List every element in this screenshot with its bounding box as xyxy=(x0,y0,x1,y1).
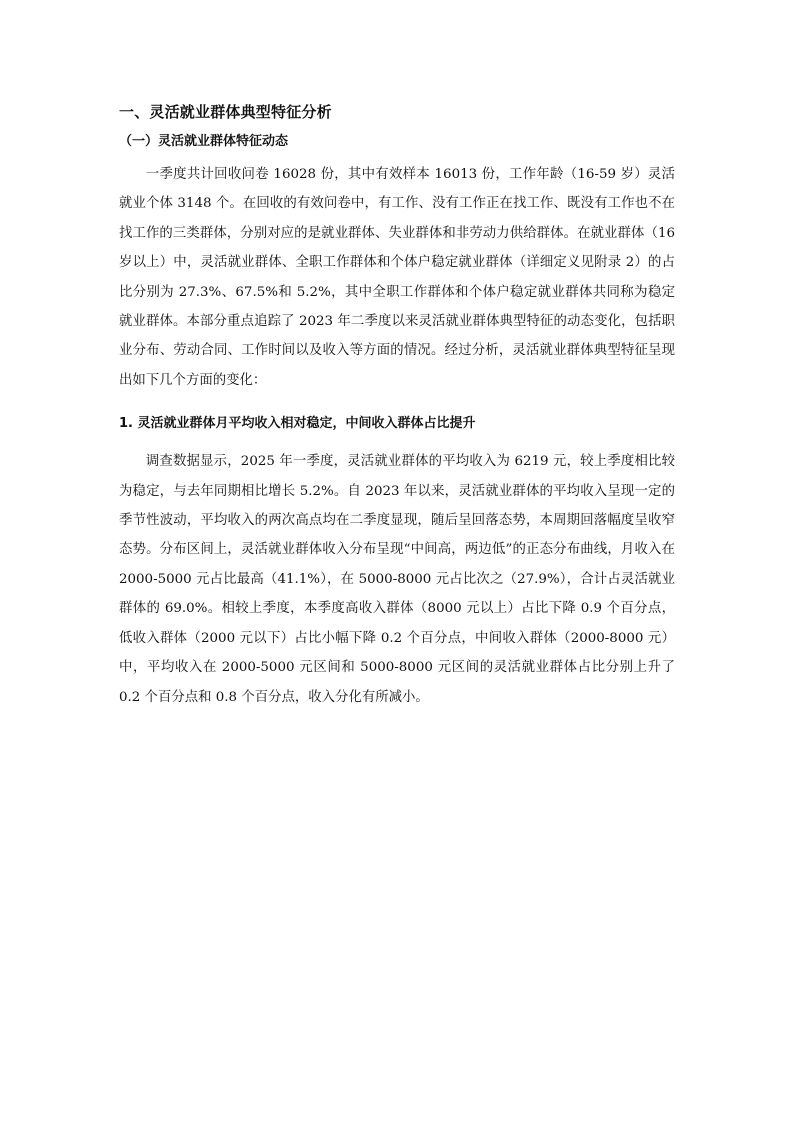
section-title: 一、灵活就业群体典型特征分析 xyxy=(119,103,332,121)
point-title: 1. 灵活就业群体月平均收入相对稳定，中间收入群体占比提升 xyxy=(119,416,476,432)
subsection-title: （一）灵活就业群体特征动态 xyxy=(119,134,289,149)
income-paragraph: 调查数据显示，2025 年一季度，灵活就业群体的平均收入为 6219 元，较上季度相比较为稳定，与去年同期相比增长 5.2%。自 2023 年以来，灵活就业群体的平均收入呈现一定的季节性波动，平均收入的两次高点均在二季度显现，随后呈回落态势，本周期回落幅度呈收窄态势。分布区间上，灵活就业群体收入分布呈现“中间高，两边低”的正态分布曲线，月收入在 2000-5000 元占比最高（41.1%），在 5000-8000 元占比次之（27.9%），合计占灵活就业群体的 69.0%。相较上季度，本季度高收入群体（8000 元以上）占比下降 0.9 个百分点，低收入群体（2000 元以下）占比小幅下降 0.2 个百分点，中间收入群体（2000-8000 元）中，平均收入在 2000-5000 元区间和 5000-8000 元区间的灵活就业群体占比分别上升了 0.2 个百分点和 0.8 个百分点，收入分化有所减小。 xyxy=(119,454,675,705)
document-content xyxy=(119,100,675,712)
intro-paragraph: 一季度共计回收问卷 16028 份，其中有效样本 16013 份，工作年龄（16-59 岁）灵活就业个体 3148 个。在回收的有效问卷中，有工作、没有工作正在找工作、既没有工作也不在找工作的三类群体，分别对应的是就业群体、失业群体和非劳动力供给群体。在就业群体（16 岁以上）中，灵活就业群体、全职工作群体和个体户稳定就业群体（详细定义见附录 2）的占比分别为 27.3%、67.5%和 5.2%，其中全职工作群体和个体户稳定就业群体共同称为稳定就业群体。本部分重点追踪了 2023 年二季度以来灵活就业群体典型特征的动态变化，包括职业分布、劳动合同、工作时间以及收入等方面的情况。经过分析，灵活就业群体典型特征呈现出如下几个方面的变化： xyxy=(119,167,675,388)
